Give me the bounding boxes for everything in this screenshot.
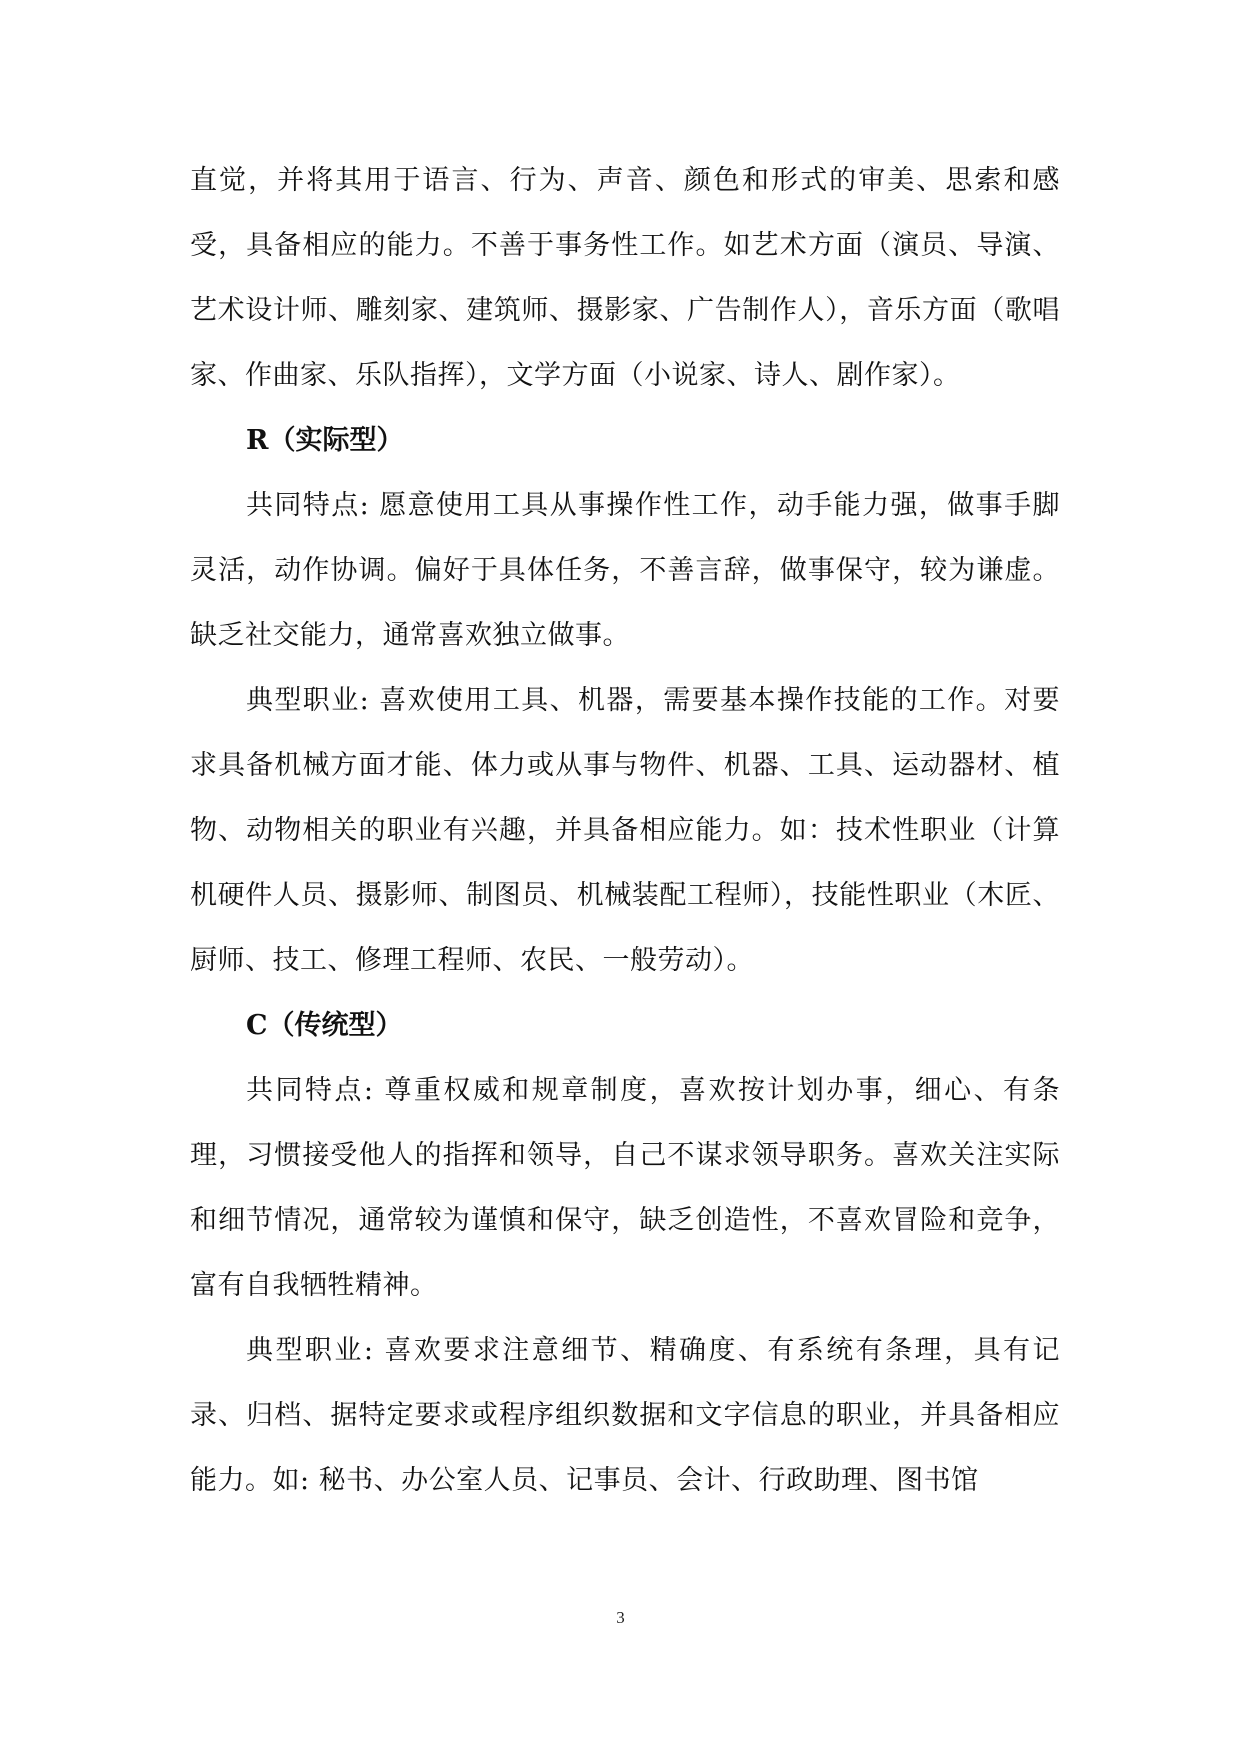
heading-conventional-type: C（传统型） (246, 1010, 403, 1041)
paragraph-conventional-occupations: 典型职业: 喜欢要求注意细节、精确度、有系统有条理，具有记录、归档、据特定要求或程序组织数据和文字信息的职业，并具备相应能力。如: 秘书、办公室人员、记事员、会计、行政助理、图书馆 (190, 1335, 1060, 1496)
paragraph-realistic-occupations: 典型职业: 喜欢使用工具、机器，需要基本操作技能的工作。对要求具备机械方面才能、体力或从事与物件、机器、工具、运动器材、植物、动物相关的职业有兴趣，并具备相应能力。如：技术性职业（计算机硬件人员、摄影师、制图员、机械装配工程师），技能性职业（木匠、厨师、技工、修理工程师、农民、一般劳动）。 (190, 685, 1060, 976)
page-body (190, 148, 1060, 1513)
page-number: 3 (616, 1608, 625, 1627)
paragraph-artistic-continued: 直觉，并将其用于语言、行为、声音、颜色和形式的审美、思索和感受，具备相应的能力。不善于事务性工作。如艺术方面（演员、导演、艺术设计师、雕刻家、建筑师、摄影家、广告制作人），音乐方面（歌唱家、作曲家、乐队指挥），文学方面（小说家、诗人、剧作家）。 (190, 165, 1060, 391)
paragraph-conventional-traits: 共同特点: 尊重权威和规章制度，喜欢按计划办事，细心、有条理，习惯接受他人的指挥和领导，自己不谋求领导职务。喜欢关注实际和细节情况，通常较为谨慎和保守，缺乏创造性，不喜欢冒险和竞争，富有自我牺牲精神。 (190, 1075, 1060, 1301)
heading-realistic-type: R（实际型） (246, 425, 404, 456)
paragraph-realistic-traits: 共同特点: 愿意使用工具从事操作性工作，动手能力强，做事手脚灵活，动作协调。偏好于具体任务，不善言辞，做事保守，较为谦虚。缺乏社交能力，通常喜欢独立做事。 (190, 490, 1060, 651)
